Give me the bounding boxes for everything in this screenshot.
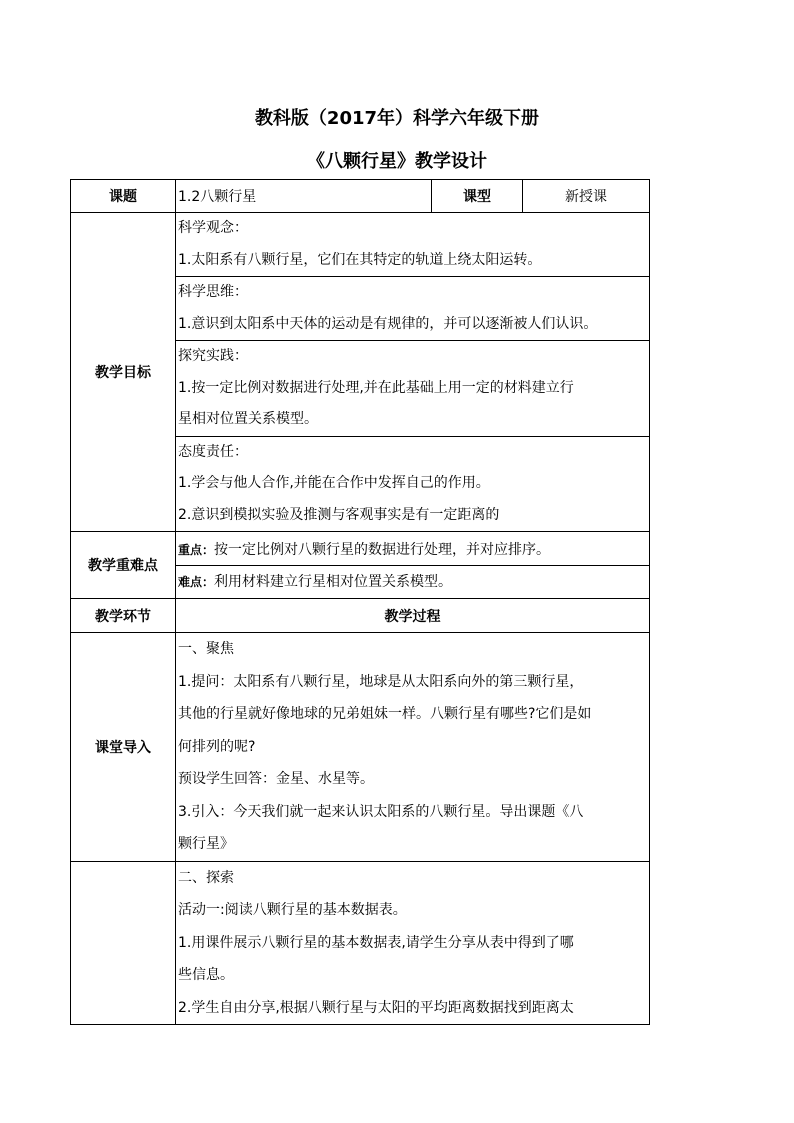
objective-section-attitude: [176, 436, 649, 532]
intro-line: 其他的行星就好像地球的兄弟姐妹一样。八颗行星有哪些?它们是如: [178, 706, 592, 722]
explore-line: 二、探索: [178, 869, 234, 886]
teaching-stage-header: 教学环节: [71, 599, 176, 633]
topic-value: 1.2八颗行星: [176, 180, 432, 213]
objective-line: 1.学会与他人合作,并能在合作中发挥自己的作用。: [178, 475, 490, 491]
key-points-row: [71, 532, 650, 599]
intro-label: 课堂导入: [71, 633, 176, 862]
objective-section-practice: [176, 340, 649, 436]
objectives-label: 教学目标: [71, 213, 176, 532]
explore-row: [71, 861, 650, 1025]
process-header-row: [71, 599, 650, 633]
intro-line: 何排列的呢?: [178, 738, 256, 755]
objective-line: 2.意识到模拟实验及推测与客观事实是有一定距离的: [178, 506, 500, 523]
intro-content: [176, 633, 650, 862]
explore-line: 活动一:阅读八颗行星的基本数据表。: [178, 902, 407, 918]
objective-section-thinking: [176, 276, 649, 340]
intro-line: 颗行星》: [178, 836, 234, 852]
key-points-content: [176, 532, 650, 599]
document-subtitle: 《八颗行星》教学设计: [307, 151, 487, 172]
explore-line: 些信息。: [178, 967, 234, 983]
explore-label: [71, 861, 176, 1025]
key-points-label: 教学重难点: [71, 532, 176, 599]
objective-heading: 探究实践：: [178, 348, 248, 364]
objective-line: 星相对位置关系模型。: [178, 411, 318, 427]
difficult-point-text: 利用材料建立行星相对位置关系模型。: [214, 574, 453, 590]
objective-heading: 科学观念：: [178, 220, 248, 236]
lesson-type-value: 新授课: [523, 180, 650, 213]
intro-line: 3.引入：今天我们就一起来认识太阳系的八颗行星。导出课题《八: [178, 803, 584, 820]
topic-label: 课题: [71, 180, 176, 213]
key-point: [178, 534, 647, 565]
lesson-type-label: 课型: [432, 180, 523, 213]
document-title: 教科版（2017年）科学六年级下册: [254, 108, 540, 129]
objective-line: 1.太阳系有八颗行星，它们在其特定的轨道上绕太阳运转。: [178, 251, 542, 268]
objectives-row: [71, 213, 650, 532]
difficult-point: [176, 565, 649, 597]
intro-line: 1.提问：太阳系有八颗行星，地球是从太阳系向外的第三颗行星，: [178, 673, 584, 690]
objective-line: 1.按一定比例对数据进行处理,并在此基础上用一定的材料建立行: [178, 379, 574, 396]
objective-heading: 态度责任：: [178, 443, 248, 460]
key-point-label: 重点：: [178, 542, 215, 557]
difficult-point-label: 难点：: [178, 574, 215, 589]
teaching-process-header: 教学过程: [176, 599, 650, 633]
intro-row: [71, 633, 650, 862]
lesson-plan-table: [70, 179, 650, 1025]
explore-line: 1.用课件展示八颗行星的基本数据表,请学生分享从表中得到了哪: [178, 934, 574, 951]
objective-section-concept: [178, 213, 647, 276]
intro-line: 一、聚焦: [178, 641, 234, 657]
explore-content: [176, 861, 650, 1025]
topic-row: [71, 180, 650, 213]
objective-heading: 科学思维：: [178, 284, 248, 300]
objectives-content: [176, 213, 650, 532]
objective-line: 1.意识到太阳系中天体的运动是有规律的，并可以逐渐被人们认识。: [178, 315, 598, 332]
intro-line: 预设学生回答：金星、水星等。: [178, 771, 374, 787]
explore-line: 2.学生自由分享,根据八颗行星与太阳的平均距离数据找到距离太: [178, 999, 574, 1016]
key-point-text: 按一定比例对八颗行星的数据进行处理，并对应排序。: [214, 542, 551, 558]
